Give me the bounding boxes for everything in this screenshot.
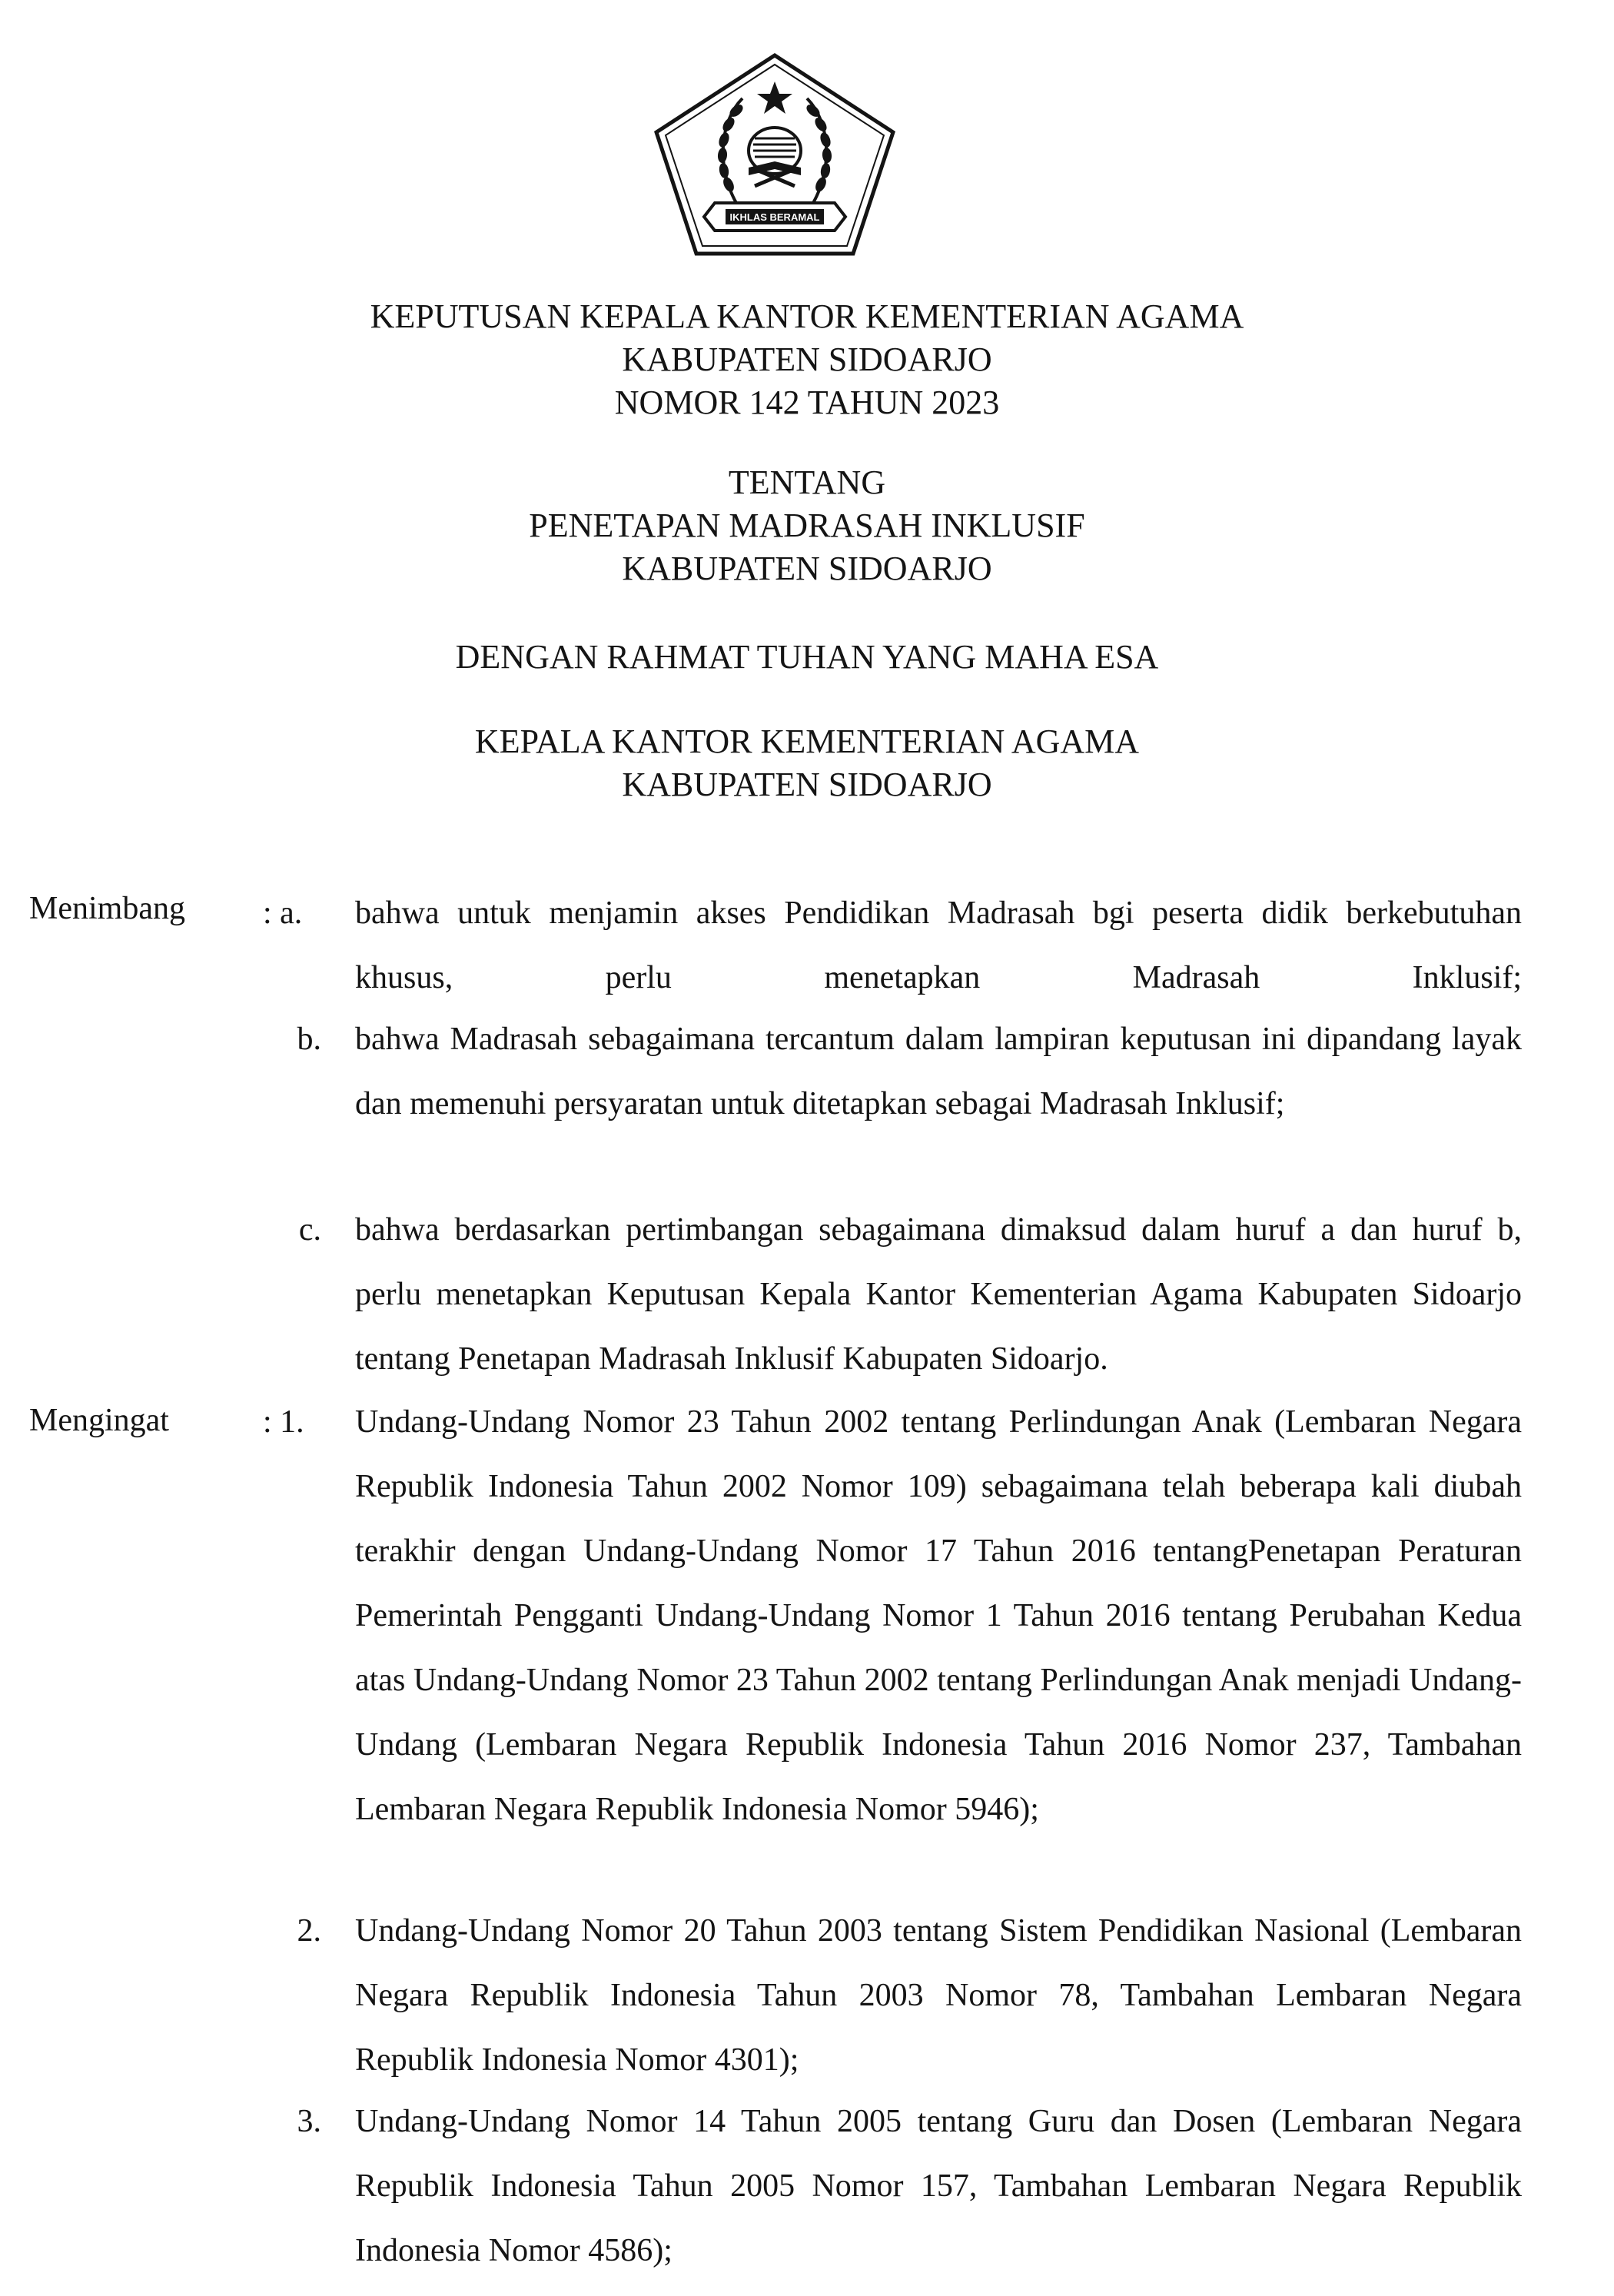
menimbang-label: Menimbang <box>29 891 185 926</box>
decree-subject <box>0 461 1614 590</box>
mengingat-marker-3: 3. <box>297 2104 321 2139</box>
mengingat-item-3: Undang-Undang Nomor 14 Tahun 2005 tentang Guru dan Dosen (Lembaran Negara Republik Indonesia Tahun 2005 Nomor 157, Tambahan Lembaran Negara Republik Indonesia Nomor 4586); <box>355 2104 1522 2268</box>
decree-header-line: KEPUTUSAN KEPALA KANTOR KEMENTERIAN AGAMA <box>370 297 1244 335</box>
decree-header <box>0 295 1614 424</box>
menimbang-item-c: bahwa berdasarkan pertimbangan sebagaimana dimaksud dalam huruf a dan huruf b, perlu menetapkan Keputusan Kepala Kantor Kementerian Agama Kabupaten Sidoarjo tentang Penetapan Madrasah Inklusif Kabupaten Sidoarjo. <box>355 1212 1522 1377</box>
mengingat-item-1: Undang-Undang Nomor 23 Tahun 2002 tentang Perlindungan Anak (Lembaran Negara Republik Indonesia Tahun 2002 Nomor 109) sebagaimana telah beberapa kali diubah terakhir dengan Undang-Undang Nomor 17 Tahun 2016 tentangPenetapan Peraturan Pemerintah Pengganti Undang-Undang Nomor 1 Tahun 2016 tentang Perubahan Kedua atas Undang-Undang Nomor 23 Tahun 2002 tentang Perlindungan Anak menjadi Undang-Undang (Lembaran Negara Republik Indonesia Tahun 2016 Nomor 237, Tambahan Lembaran Negara Republik Indonesia Nomor 5946); <box>355 1404 1522 1827</box>
mengingat-item-2: Undang-Undang Nomor 20 Tahun 2003 tentang Sistem Pendidikan Nasional (Lembaran Negara Republik Indonesia Tahun 2003 Nomor 78, Tambahan Lembaran Negara Republik Indonesia Nomor 4301); <box>355 1913 1522 2078</box>
authority-line: KABUPATEN SIDOARJO <box>622 766 992 803</box>
authority-line: KEPALA KANTOR KEMENTERIAN AGAMA <box>474 723 1140 760</box>
kementerian-agama-logo <box>652 52 898 260</box>
invocation <box>0 636 1614 679</box>
decree-header-line: NOMOR 142 TAHUN 2023 <box>614 384 1000 421</box>
svg-text:IKHLAS BERAMAL: IKHLAS BERAMAL <box>729 211 820 223</box>
authority <box>0 720 1614 806</box>
decree-header-line: KABUPATEN SIDOARJO <box>622 341 992 378</box>
mengingat-colon-marker: : 1. <box>263 1404 304 1440</box>
subject-line: PENETAPAN MADRASAH INKLUSIF <box>529 507 1085 544</box>
menimbang-marker-c: c. <box>298 1212 321 1248</box>
menimbang-item-b: bahwa Madrasah sebagaimana tercantum dalam lampiran keputusan ini dipandang layak dan memenuhi persyaratan untuk ditetapkan sebagai Madrasah Inklusif; <box>355 1022 1522 1121</box>
subject-line: TENTANG <box>728 464 886 501</box>
menimbang-colon-marker: : a. <box>263 895 303 931</box>
subject-line: KABUPATEN SIDOARJO <box>622 550 992 587</box>
invocation-line: DENGAN RAHMAT TUHAN YANG MAHA ESA <box>455 638 1159 676</box>
menimbang-item-a: bahwa untuk menjamin akses Pendidikan Madrasah bgi peserta didik berkebutuhan khusus, perlu menetapkan Madrasah Inklusif; <box>355 895 1522 995</box>
mengingat-marker-2: 2. <box>297 1913 321 1949</box>
mengingat-label: Mengingat <box>29 1403 169 1438</box>
menimbang-marker-b: b. <box>297 1022 321 1057</box>
